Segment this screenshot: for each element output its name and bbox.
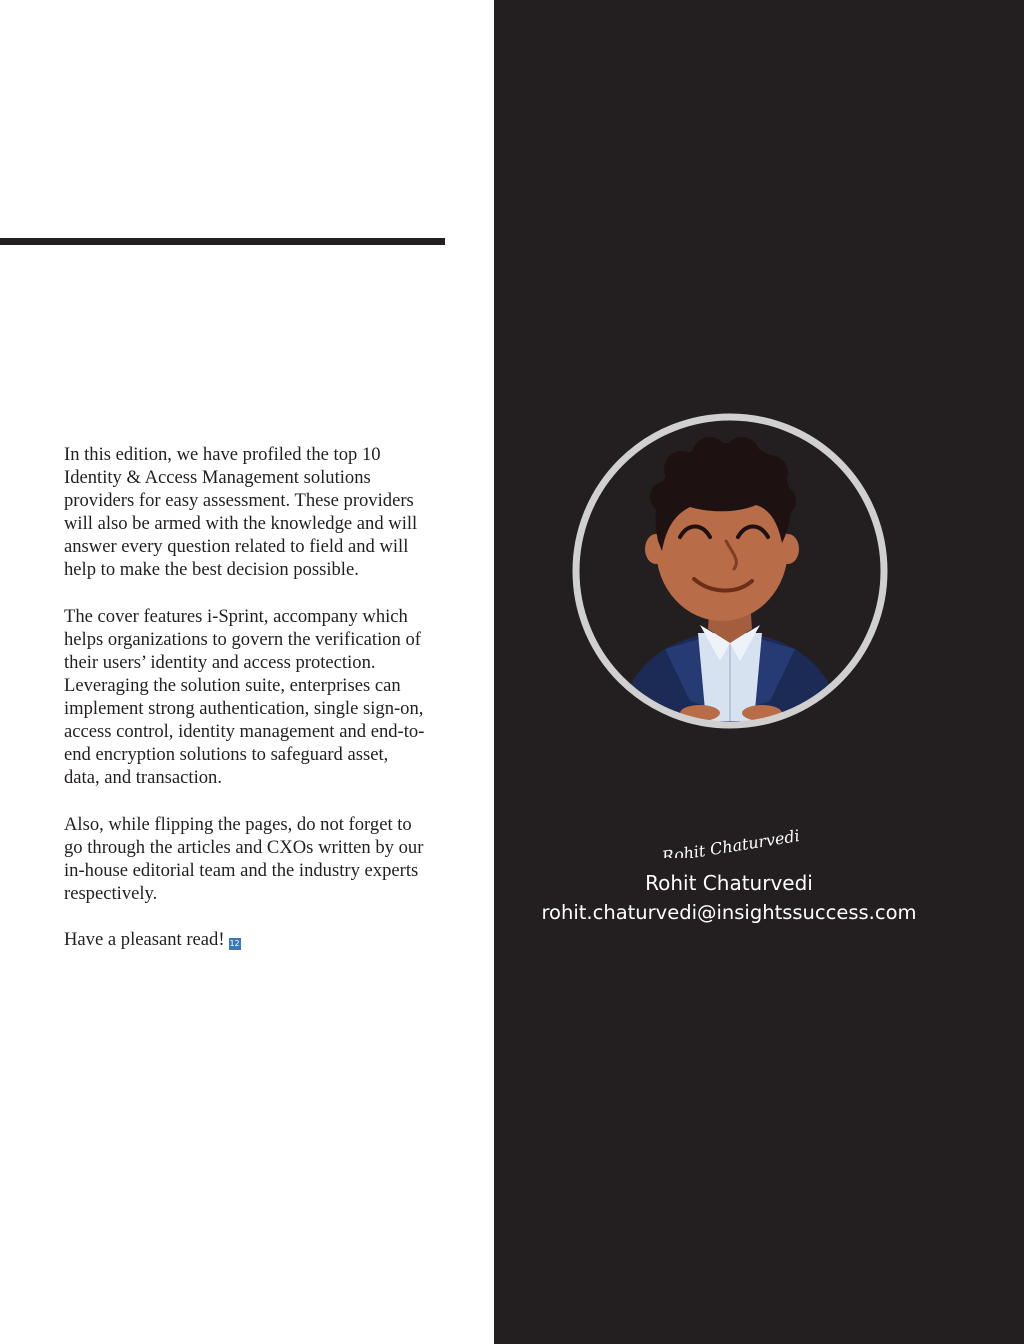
- paragraph-intro: In this edition, we have profiled the top 10 Identity & Access Management solutions providers for easy assessment. These providers will also be armed with the knowledge and will answer every question related to field and will help to make the best decision possible.: [64, 444, 418, 581]
- editor-signature: [654, 818, 804, 858]
- header-divider: [0, 238, 445, 245]
- editor-email[interactable]: rohit.chaturvedi@insightssuccess.com: [541, 901, 917, 924]
- paragraph-cover: The cover features i-Sprint, accompany which helps organizations to govern the verification of their users’ identity and access protection. Leveraging the solution suite, enterprises can implement strong authentication, single sign-on, access control, identity management and end-to- end encryption solutions to safeguard asset, data, and transaction.: [64, 605, 425, 789]
- editor-name: Rohit Chaturvedi: [645, 871, 813, 895]
- closing-text: Have a pleasant read!: [64, 928, 225, 950]
- end-of-article-icon: 12: [229, 938, 240, 948]
- paragraph-outro: Also, while flipping the pages, do not forget to go through the articles and CXOs written by our in-house editorial team and the industry experts respectively.: [64, 813, 424, 904]
- closing-line: [64, 928, 454, 951]
- editor-avatar-illustration: [570, 411, 890, 731]
- text-column: [0, 0, 494, 1344]
- signature-text: Rohit Chaturvedi: [660, 826, 801, 858]
- editorial-body: [64, 443, 454, 974]
- editor-panel: [494, 0, 1024, 1344]
